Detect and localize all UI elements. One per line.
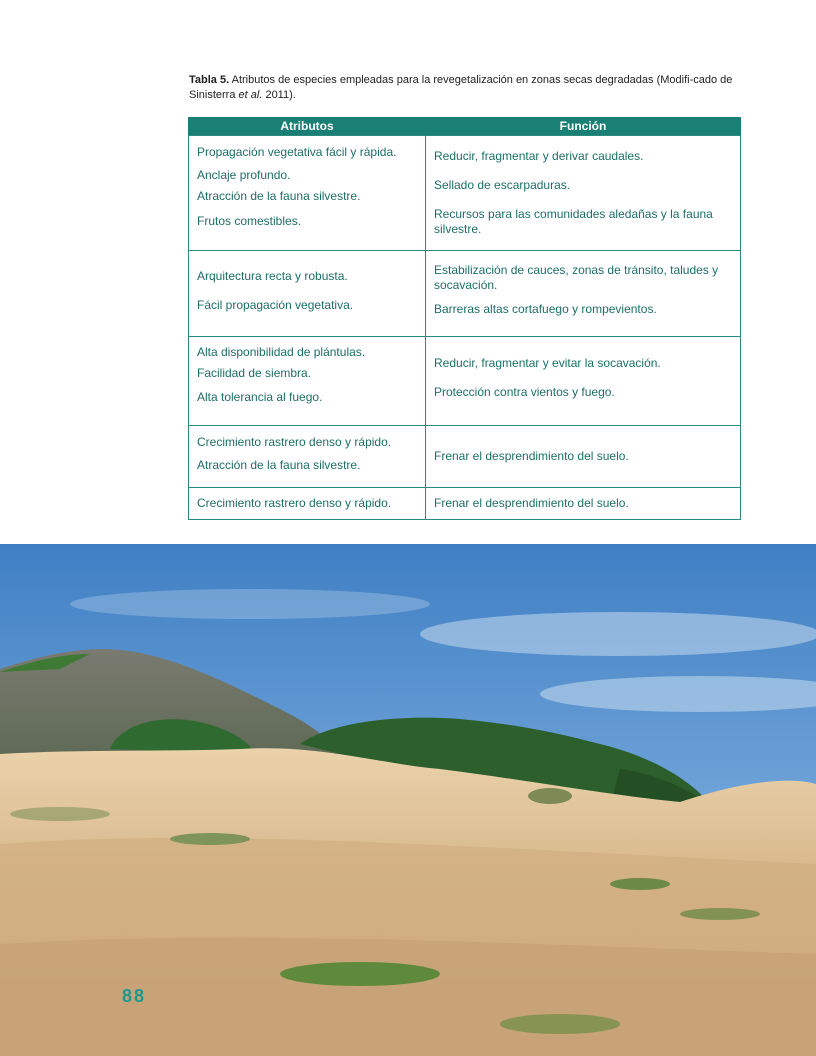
caption-label: Tabla 5.: [189, 74, 230, 86]
header-atributos: Atributos: [189, 117, 426, 136]
funcion-item: Barreras altas cortafuego y rompevientos.: [434, 302, 657, 316]
table-row: [189, 337, 741, 426]
dunes-photo: [0, 544, 816, 1056]
funcion-item: Recursos para las comunidades aledañas y la fauna silvestre.: [434, 207, 713, 236]
atributo-item: Atracción de la fauna silvestre.: [197, 458, 361, 472]
table-caption: [189, 73, 749, 103]
funcion-cell: [426, 426, 741, 488]
funcion-cell: [426, 136, 741, 251]
atributos-cell: [189, 136, 426, 251]
atributo-item: Atracción de la fauna silvestre.: [197, 189, 361, 203]
funcion-item: Estabilización de cauces, zonas de tránsito, taludes y socavación.: [434, 263, 719, 292]
atributos-cell: [189, 426, 426, 488]
funcion-cell: [426, 488, 741, 520]
atributo-item: Arquitectura recta y robusta.: [197, 269, 348, 283]
atributo-item: Crecimiento rastrero denso y rápido.: [197, 496, 392, 510]
funcion-cell: [426, 251, 741, 337]
atributo-item: Anclaje profundo.: [197, 168, 291, 182]
atributo-item: Alta disponibilidad de plántulas.: [197, 345, 366, 359]
funcion-item: Sellado de escarpaduras.: [434, 178, 571, 192]
atributos-cell: [189, 337, 426, 426]
atributos-cell: [189, 251, 426, 337]
table-header-row: [189, 117, 741, 136]
page-number: 88: [122, 986, 147, 1006]
table-row: [189, 488, 741, 520]
funcion-item: Protección contra vientos y fuego.: [434, 385, 615, 399]
attributes-table: [188, 117, 741, 520]
atributo-item: Frutos comestibles.: [197, 214, 302, 228]
funcion-item: Frenar el desprendimiento del suelo.: [434, 449, 629, 463]
funcion-cell: [426, 337, 741, 426]
atributo-item: Alta tolerancia al fuego.: [197, 390, 323, 404]
funcion-item: Reducir, fragmentar y evitar la socavación.: [434, 356, 661, 370]
funcion-item: Frenar el desprendimiento del suelo.: [434, 496, 629, 510]
table-row: [189, 426, 741, 488]
caption-italic: et al.: [238, 89, 263, 101]
atributos-cell: [189, 488, 426, 520]
funcion-item: Reducir, fragmentar y derivar caudales.: [434, 149, 644, 163]
atributo-item: Crecimiento rastrero denso y rápido.: [197, 435, 392, 449]
caption-text-end: 2011).: [262, 89, 296, 101]
table-row: [189, 251, 741, 337]
atributo-item: Propagación vegetativa fácil y rápida.: [197, 145, 397, 159]
atributo-item: Fácil propagación vegetativa.: [197, 298, 354, 312]
table-row: [189, 136, 741, 251]
header-funcion: Función: [426, 117, 741, 136]
atributo-item: Facilidad de siembra.: [197, 366, 312, 380]
caption-text: Atributos de especies empleadas para la revegetalización en zonas secas degradadas (Modifi-cado de Sinisterra: [189, 74, 733, 101]
